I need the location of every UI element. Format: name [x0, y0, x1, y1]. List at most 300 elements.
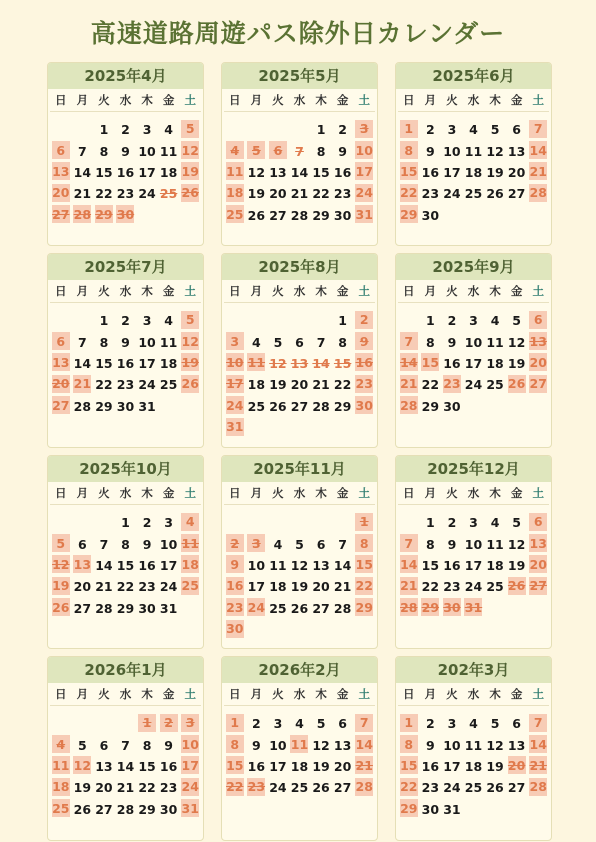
day-cell	[484, 554, 506, 575]
excluded-day	[527, 733, 549, 754]
day-number: 15	[355, 556, 373, 572]
excluded-day	[353, 755, 375, 776]
day-cell	[463, 532, 485, 553]
day-cell	[136, 330, 158, 351]
day-number: 19	[486, 164, 504, 180]
day-number: 4	[469, 716, 478, 732]
day-number: 23	[247, 779, 266, 795]
excluded-day	[463, 597, 485, 618]
day-cell	[463, 373, 485, 394]
day-number: 24	[443, 186, 461, 202]
day-number: 9	[426, 143, 435, 159]
day-cell	[506, 309, 528, 330]
excluded-day	[50, 330, 72, 351]
day-number: 17	[464, 557, 483, 573]
month-title: 2026年2月	[222, 657, 377, 683]
day-number: 1	[426, 515, 435, 531]
day-cell	[441, 182, 463, 203]
excluded-day	[267, 139, 289, 160]
day-number: 10	[443, 737, 461, 753]
calendar-grid	[47, 62, 553, 841]
day-number: 9	[447, 334, 457, 350]
day-number: 14	[529, 142, 547, 158]
excluded-day	[398, 330, 420, 351]
day-cell	[484, 309, 506, 330]
day-number: 12	[247, 164, 266, 180]
day-number: 12	[290, 557, 309, 573]
weekday-label: 水	[119, 687, 132, 701]
day-cell	[484, 575, 506, 596]
excluded-day	[527, 755, 549, 776]
day-number: 31	[159, 600, 178, 616]
day-number: 9	[230, 556, 240, 572]
day-cell	[441, 352, 463, 373]
day-cell	[158, 776, 180, 797]
excluded-day	[50, 798, 72, 819]
day-number: 10	[159, 536, 178, 552]
day-number: 27	[73, 600, 92, 616]
excluded-day	[50, 161, 72, 182]
excluded-day	[115, 204, 137, 225]
weekday-label: 火	[272, 93, 284, 107]
day-cell	[484, 139, 506, 160]
day-cell	[72, 330, 94, 351]
excluded-day	[527, 511, 549, 532]
day-number: 3	[230, 333, 240, 349]
month-calendar	[47, 253, 204, 448]
weekday-label: 金	[162, 486, 175, 500]
weekday-label: 土	[184, 687, 196, 701]
empty-cell	[398, 309, 420, 330]
excluded-day	[224, 352, 246, 373]
weekday-label: 月	[76, 93, 89, 107]
day-number: 26	[486, 780, 504, 796]
day-number: 27	[529, 578, 547, 594]
weekday-label: 月	[250, 687, 263, 701]
excluded-day	[224, 182, 246, 203]
day-cell	[506, 161, 528, 182]
day-cell	[115, 139, 137, 160]
day-number: 6	[316, 536, 326, 552]
day-cell	[267, 330, 289, 351]
day-number: 11	[226, 163, 244, 179]
day-cell	[246, 330, 268, 351]
day-number: 15	[421, 557, 440, 573]
day-number: 3	[251, 535, 261, 551]
day-number: 26	[290, 600, 309, 616]
day-number: 26	[269, 398, 287, 414]
day-number: 6	[533, 514, 543, 530]
day-number: 17	[355, 163, 373, 179]
day-number: 19	[290, 579, 309, 595]
excluded-day	[224, 330, 246, 351]
day-number: 22	[355, 578, 373, 594]
day-number: 13	[52, 163, 70, 179]
day-cell	[506, 511, 528, 532]
day-number: 20	[529, 354, 547, 370]
day-number: 19	[507, 355, 526, 371]
day-number: 17	[138, 355, 156, 371]
day-cell	[93, 395, 115, 416]
month-calendar	[47, 62, 204, 246]
weekday-label: 木	[315, 486, 327, 500]
day-number: 28	[116, 801, 135, 817]
weekday-label: 土	[358, 687, 370, 701]
excluded-day	[179, 776, 201, 797]
day-cell	[158, 511, 180, 532]
weekday-label: 火	[272, 687, 284, 701]
day-cell	[289, 532, 311, 553]
weekday-label: 月	[250, 93, 263, 107]
day-number: 13	[529, 535, 547, 551]
excluded-day	[179, 755, 201, 776]
weekday-header	[224, 683, 375, 706]
weekday-label: 土	[184, 486, 196, 500]
day-number: 26	[52, 599, 70, 615]
excluded-day	[179, 352, 201, 373]
day-number: 18	[159, 164, 178, 180]
day-number: 31	[464, 599, 483, 615]
day-number: 29	[333, 398, 352, 414]
day-number: 30	[159, 801, 178, 817]
day-cell	[158, 309, 180, 330]
empty-cell	[72, 712, 94, 733]
weekday-label: 土	[184, 284, 196, 298]
day-cell	[289, 755, 311, 776]
day-number: 10	[247, 557, 266, 573]
weekday-label: 金	[510, 93, 523, 107]
day-number: 23	[443, 376, 461, 392]
weekday-label: 火	[98, 687, 110, 701]
day-number: 3	[142, 313, 152, 329]
day-number: 13	[529, 333, 547, 349]
day-number: 2	[164, 715, 173, 731]
excluded-day	[179, 309, 201, 330]
day-cell	[93, 575, 115, 596]
weekday-label: 金	[162, 93, 175, 107]
day-number: 27	[52, 206, 70, 222]
day-number: 25	[269, 600, 287, 616]
weekday-label: 木	[489, 93, 501, 107]
weekday-label: 土	[358, 284, 370, 298]
weekday-label: 木	[489, 687, 501, 701]
excluded-day	[224, 139, 246, 160]
day-number: 25	[486, 579, 504, 595]
excluded-day	[179, 182, 201, 203]
day-number: 6	[338, 716, 347, 732]
day-number: 10	[269, 737, 287, 753]
day-cell	[72, 733, 94, 754]
day-cell	[115, 532, 137, 553]
day-cell	[93, 309, 115, 330]
weekday-label: 水	[293, 284, 306, 298]
day-cell	[115, 182, 137, 203]
day-number: 5	[185, 312, 195, 328]
day-cell	[158, 373, 180, 394]
day-number: 17	[269, 758, 287, 774]
day-number: 29	[400, 206, 418, 222]
day-number: 24	[159, 579, 178, 595]
day-cell	[246, 204, 268, 225]
day-number: 27	[269, 207, 287, 223]
days-grid	[398, 712, 549, 819]
day-cell	[72, 161, 94, 182]
day-number: 26	[247, 207, 266, 223]
day-number: 23	[159, 780, 178, 796]
day-cell	[420, 755, 442, 776]
day-number: 31	[355, 206, 373, 222]
weekday-header	[224, 482, 375, 505]
days-grid	[224, 712, 375, 798]
day-number: 29	[138, 801, 156, 817]
day-cell	[246, 373, 268, 394]
day-number: 5	[273, 334, 283, 350]
day-cell	[332, 755, 354, 776]
day-cell	[93, 373, 115, 394]
day-number: 9	[252, 737, 261, 753]
day-cell	[115, 733, 137, 754]
day-number: 7	[99, 536, 109, 552]
day-cell	[158, 330, 180, 351]
day-number: 27	[52, 397, 70, 413]
day-number: 18	[52, 779, 70, 795]
day-number: 11	[486, 536, 504, 552]
excluded-day	[224, 755, 246, 776]
empty-cell	[246, 118, 268, 139]
day-number: 24	[181, 779, 199, 795]
weekday-label: 火	[272, 486, 284, 500]
day-cell	[136, 139, 158, 160]
day-cell	[267, 532, 289, 553]
day-number: 17	[181, 757, 199, 773]
day-cell	[158, 554, 180, 575]
day-cell	[441, 511, 463, 532]
weekday-header	[50, 89, 201, 112]
weekday-label: 木	[315, 687, 327, 701]
day-cell	[289, 182, 311, 203]
day-number: 13	[52, 354, 70, 370]
day-number: 19	[269, 377, 287, 393]
excluded-day	[179, 373, 201, 394]
empty-cell	[224, 118, 246, 139]
day-number: 17	[443, 758, 461, 774]
day-number: 31	[226, 419, 244, 435]
day-number: 21	[400, 376, 418, 392]
weekday-label: 金	[336, 486, 349, 500]
weekday-label: 金	[336, 93, 349, 107]
day-number: 13	[312, 557, 330, 573]
day-number: 15	[312, 164, 330, 180]
day-number: 9	[121, 143, 130, 159]
day-number: 30	[333, 207, 352, 223]
weekday-label: 土	[532, 284, 544, 298]
day-cell	[463, 511, 485, 532]
day-cell	[332, 182, 354, 203]
day-number: 16	[138, 557, 156, 573]
excluded-day	[246, 776, 268, 797]
day-number: 29	[312, 207, 330, 223]
day-number: 17	[247, 579, 266, 595]
day-cell	[289, 204, 311, 225]
day-number: 25	[226, 206, 244, 222]
day-number: 4	[56, 736, 66, 752]
day-cell	[420, 182, 442, 203]
month-calendar	[221, 455, 378, 649]
weekday-label: 火	[98, 284, 110, 298]
day-number: 13	[269, 164, 287, 180]
day-number: 5	[56, 535, 66, 551]
weekday-label: 水	[467, 486, 480, 500]
day-number: 21	[355, 757, 373, 773]
weekday-label: 金	[162, 687, 175, 701]
day-cell	[332, 373, 354, 394]
weekday-label: 水	[119, 284, 132, 298]
day-cell	[506, 733, 528, 754]
day-number: 24	[226, 397, 244, 413]
day-number: 17	[464, 355, 483, 371]
excluded-day	[398, 554, 420, 575]
day-cell	[289, 597, 311, 618]
day-cell	[310, 532, 332, 553]
day-number: 9	[447, 536, 457, 552]
day-number: 7	[78, 334, 87, 350]
excluded-day	[224, 776, 246, 797]
excluded-day	[93, 204, 115, 225]
day-cell	[332, 330, 354, 351]
day-number: 7	[533, 121, 543, 137]
day-cell	[332, 712, 354, 733]
day-number: 31	[181, 800, 199, 816]
excluded-day	[50, 139, 72, 160]
excluded-day	[224, 618, 246, 639]
day-number: 5	[512, 515, 521, 531]
day-number: 2	[359, 312, 369, 328]
day-number: 7	[295, 143, 304, 159]
day-number: 16	[421, 164, 440, 180]
excluded-day	[527, 139, 549, 160]
day-cell	[158, 597, 180, 618]
day-cell	[267, 373, 289, 394]
day-cell	[420, 139, 442, 160]
day-number: 10	[138, 143, 156, 159]
day-cell	[441, 118, 463, 139]
day-number: 3	[469, 515, 478, 531]
day-number: 11	[159, 334, 178, 350]
day-cell	[115, 755, 137, 776]
day-number: 5	[490, 122, 500, 138]
excluded-day	[527, 330, 549, 351]
day-cell	[506, 712, 528, 733]
excluded-day	[398, 352, 420, 373]
empty-cell	[310, 309, 332, 330]
day-cell	[246, 575, 268, 596]
excluded-day	[527, 161, 549, 182]
excluded-day	[50, 395, 72, 416]
weekday-label: 土	[532, 486, 544, 500]
day-number: 27	[312, 600, 330, 616]
day-cell	[332, 554, 354, 575]
empty-cell	[310, 511, 332, 532]
day-number: 24	[464, 579, 483, 595]
day-number: 9	[121, 334, 130, 350]
excluded-day	[353, 575, 375, 596]
day-number: 12	[486, 143, 504, 159]
day-number: 2	[426, 122, 435, 138]
day-cell	[93, 554, 115, 575]
excluded-day	[353, 204, 375, 225]
day-number: 21	[400, 578, 418, 594]
day-number: 2	[252, 716, 261, 732]
day-number: 21	[312, 377, 330, 393]
day-number: 22	[95, 377, 113, 393]
day-number: 28	[529, 185, 547, 201]
day-cell	[463, 575, 485, 596]
day-number: 17	[226, 376, 244, 392]
day-number: 25	[290, 780, 309, 796]
day-number: 21	[529, 757, 547, 773]
day-cell	[136, 554, 158, 575]
day-number: 1	[404, 121, 414, 137]
day-number: 16	[443, 355, 461, 371]
day-number: 8	[121, 536, 130, 552]
day-cell	[289, 395, 311, 416]
excluded-day	[179, 712, 201, 733]
weekday-label: 日	[229, 93, 241, 107]
excluded-day	[353, 182, 375, 203]
day-number: 8	[142, 737, 152, 753]
day-cell	[158, 532, 180, 553]
day-number: 23	[116, 186, 135, 202]
day-cell	[267, 597, 289, 618]
weekday-label: 火	[446, 486, 458, 500]
day-number: 8	[359, 535, 369, 551]
day-number: 15	[95, 164, 113, 180]
day-number: 26	[486, 186, 504, 202]
day-number: 4	[164, 313, 173, 329]
day-cell	[72, 597, 94, 618]
day-cell	[136, 373, 158, 394]
day-cell	[246, 182, 268, 203]
day-number: 16	[247, 758, 266, 774]
day-cell	[310, 733, 332, 754]
excluded-day	[398, 395, 420, 416]
day-number: 3	[164, 515, 173, 531]
day-number: 11	[464, 737, 483, 753]
weekday-label: 火	[446, 284, 458, 298]
day-number: 12	[486, 737, 504, 753]
excluded-day	[246, 532, 268, 553]
day-cell	[93, 755, 115, 776]
day-number: 5	[512, 313, 521, 329]
empty-cell	[289, 309, 311, 330]
weekday-label: 木	[141, 687, 153, 701]
excluded-day	[527, 712, 549, 733]
day-number: 18	[269, 579, 287, 595]
day-number: 29	[421, 398, 440, 414]
excluded-day	[353, 532, 375, 553]
day-cell	[136, 776, 158, 797]
day-number: 28	[73, 206, 92, 222]
day-number: 19	[181, 354, 199, 370]
weekday-label: 火	[446, 687, 458, 701]
day-cell	[441, 798, 463, 819]
day-number: 29	[116, 600, 135, 616]
day-number: 8	[404, 142, 414, 158]
day-cell	[332, 532, 354, 553]
day-cell	[420, 330, 442, 351]
day-number: 19	[507, 557, 526, 573]
day-cell	[463, 161, 485, 182]
